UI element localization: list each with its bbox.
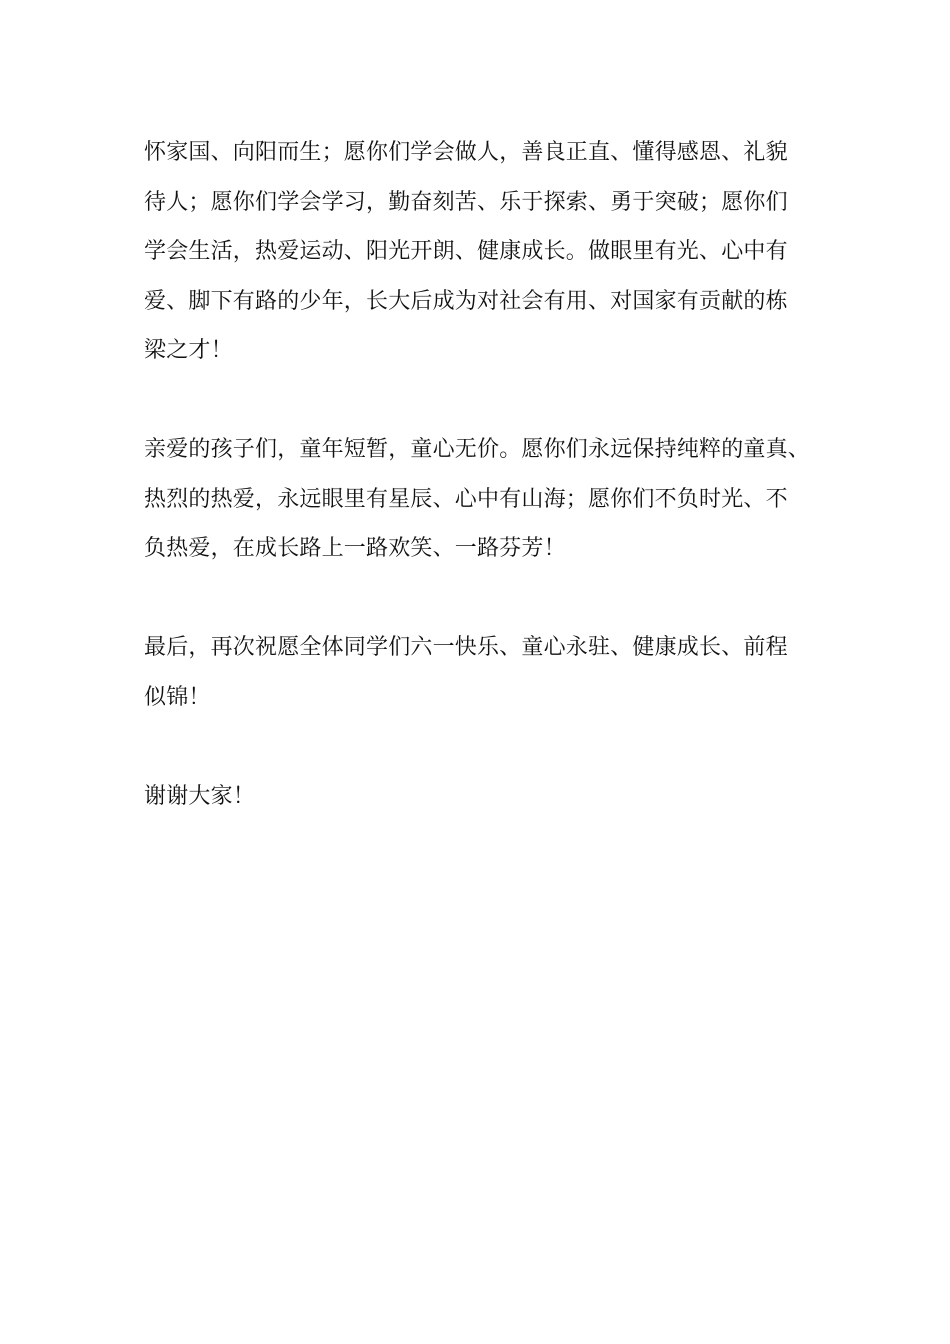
paragraph-wishes: [144, 128, 824, 376]
text-line: 热烈的热爱，永远眼里有星辰、心中有山海；愿你们不负时光、不: [144, 486, 788, 512]
text-line: 负热爱，在成长路上一路欢笑、一路芬芳！: [144, 536, 566, 561]
text-line: 亲爱的孩子们，童年短暂，童心无价。愿你们永远保持纯粹的童真、: [144, 437, 811, 462]
paragraph-closing-wish: [144, 623, 824, 722]
text-line: 怀家国、向阳而生；愿你们学会做人，善良正直、懂得感恩、礼貌: [144, 140, 788, 165]
paragraph-childhood: [144, 425, 824, 574]
text-line: 梁之才！: [144, 338, 233, 363]
text-line: 最后，再次祝愿全体同学们六一快乐、童心永驻、健康成长、前程: [144, 635, 788, 660]
paragraph-thanks: [144, 772, 824, 822]
document-body: [144, 128, 824, 821]
text-line: 谢谢大家！: [144, 783, 256, 809]
text-line: 待人；愿你们学会学习，勤奋刻苦、乐于探索、勇于突破；愿你们: [144, 189, 788, 215]
text-line: 爱、脚下有路的少年，长大后成为对社会有用、对国家有贡献的栋: [144, 288, 788, 314]
text-line: 似锦！: [144, 684, 211, 710]
text-line: 学会生活，热爱运动、阳光开朗、健康成长。做眼里有光、心中有: [144, 239, 788, 264]
